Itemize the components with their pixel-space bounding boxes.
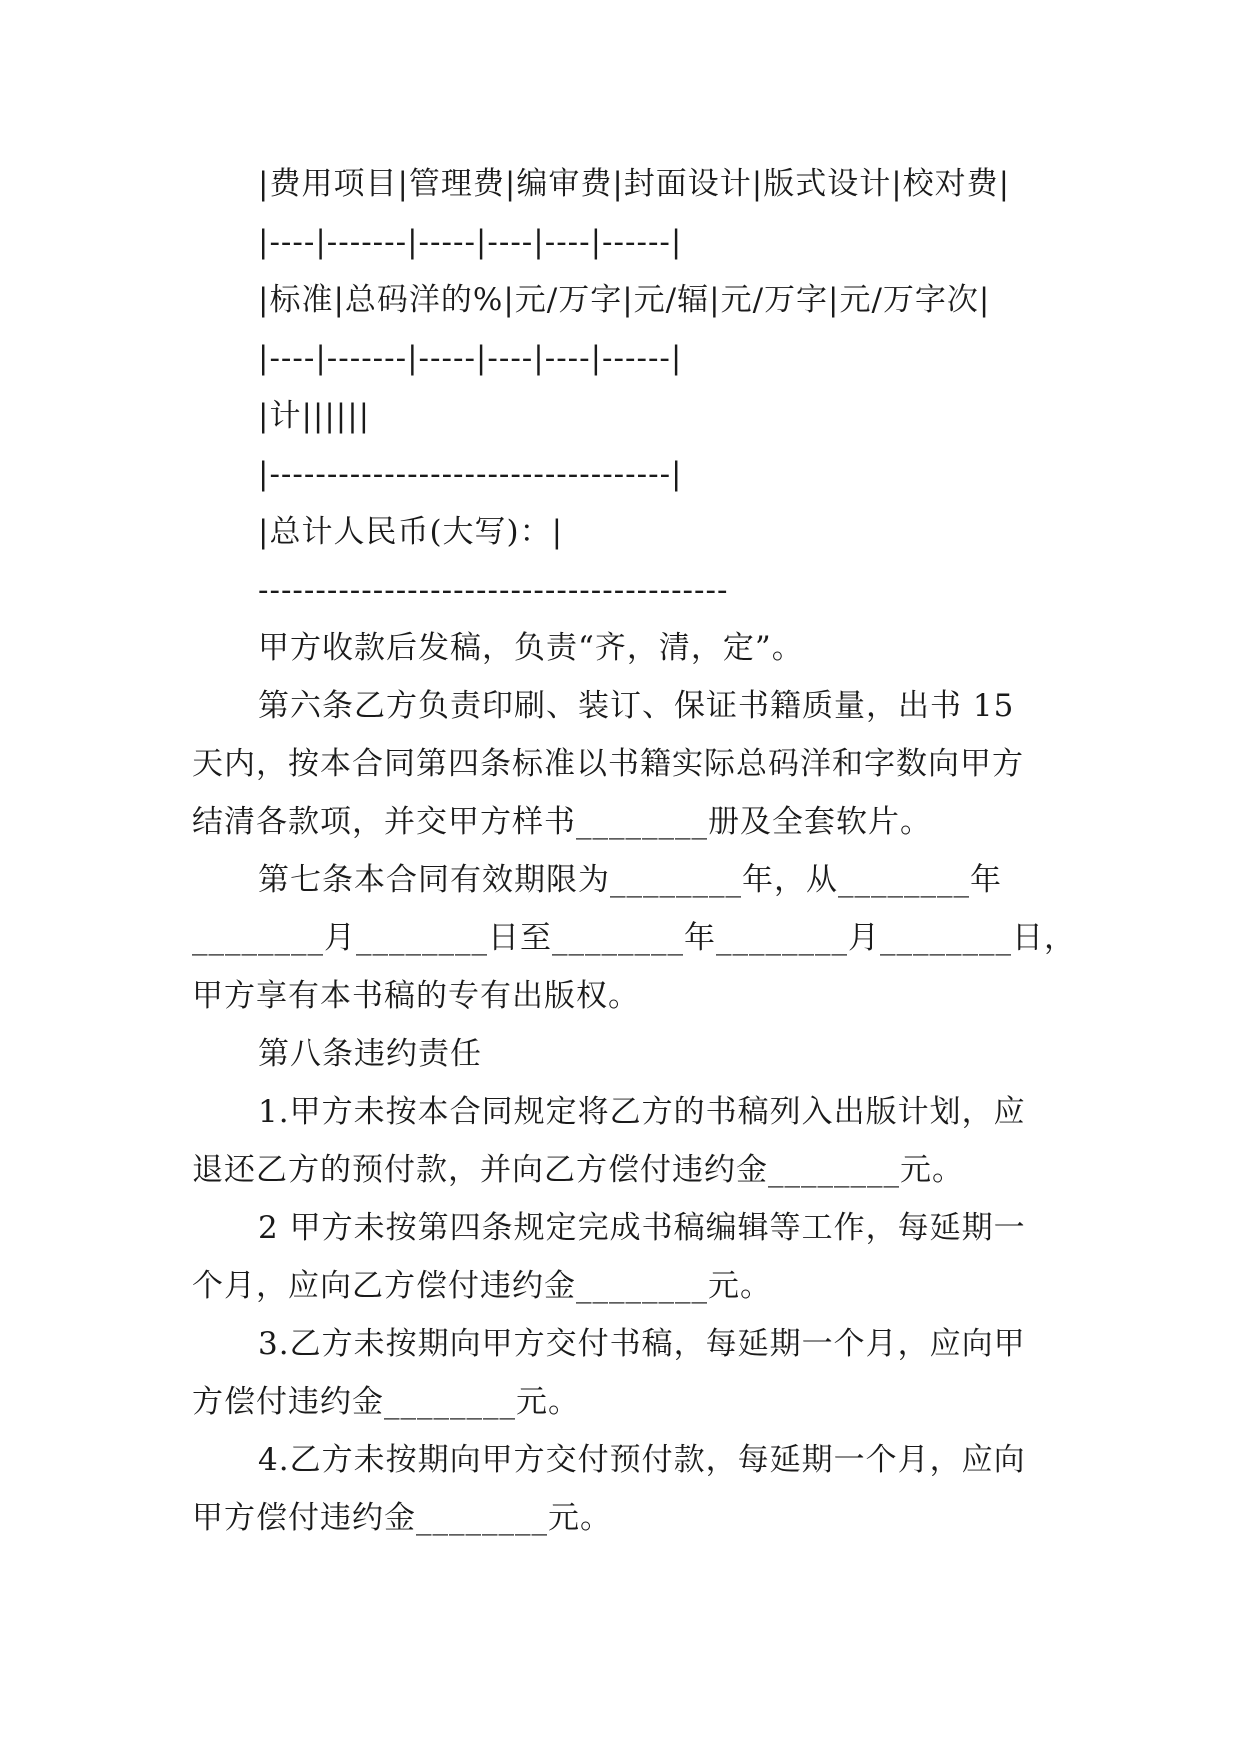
clause-1-line-2: 退还乙方的预付款，并向乙方偿付违约金________元。 — [192, 1152, 964, 1188]
clause-3-line-1: 3.乙方未按期向甲方交付书稿，每延期一个月，应向甲 — [258, 1326, 1026, 1362]
clause-2-line-1: 2 甲方未按第四条规定完成书稿编辑等工作，每延期一 — [258, 1210, 1026, 1246]
clause-3-line-2: 方偿付违约金________元。 — [192, 1384, 580, 1420]
fee-table-header-row: |费用项目|管理费|编审费|封面设计|版式设计|校对费| — [258, 166, 1011, 202]
clause-1-line-1: 1.甲方未按本合同规定将乙方的书稿列入出版计划，应 — [258, 1094, 1026, 1130]
article-six-line-2: 天内，按本合同第四条标准以书籍实际总码洋和字数向甲方 — [192, 746, 1024, 782]
fee-table-separator: |----|-------|-----|----|----|------| — [258, 340, 683, 376]
clause-4-line-2: 甲方偿付违约金________元。 — [192, 1500, 612, 1536]
article-seven-line-2: ________月________日至________年________月________日， — [192, 920, 1076, 956]
fee-table-bottom-rule: ----------------------------------------- — [258, 572, 729, 608]
article-six-line-3: 结清各款项，并交甲方样书________册及全套软片。 — [192, 804, 932, 840]
fee-table-standard-row: |标准|总码洋的%|元/万字|元/辐|元/万字|元/万字次| — [258, 282, 991, 318]
fee-table-subtotal-row: |计|||||| — [258, 398, 371, 434]
article-six-line-1: 第六条乙方负责印刷、装订、保证书籍质量，出书 15 — [258, 688, 1015, 724]
article-seven-line-3: 甲方享有本书稿的专有出版权。 — [192, 978, 640, 1014]
fee-table-total-row: |总计人民币(大写)：| — [258, 514, 564, 550]
clause-2-line-2: 个月，应向乙方偿付违约金________元。 — [192, 1268, 772, 1304]
fee-table-separator: |-----------------------------------| — [258, 456, 683, 492]
article-eight-heading: 第八条违约责任 — [258, 1036, 482, 1072]
article-seven-line-1: 第七条本合同有效期限为________年，从________年 — [258, 862, 1002, 898]
clause-4-line-1: 4.乙方未按期向甲方交付预付款，每延期一个月，应向 — [258, 1442, 1026, 1478]
paragraph-line: 甲方收款后发稿，负责“齐，清，定”。 — [258, 630, 804, 666]
fee-table-separator: |----|-------|-----|----|----|------| — [258, 224, 683, 260]
